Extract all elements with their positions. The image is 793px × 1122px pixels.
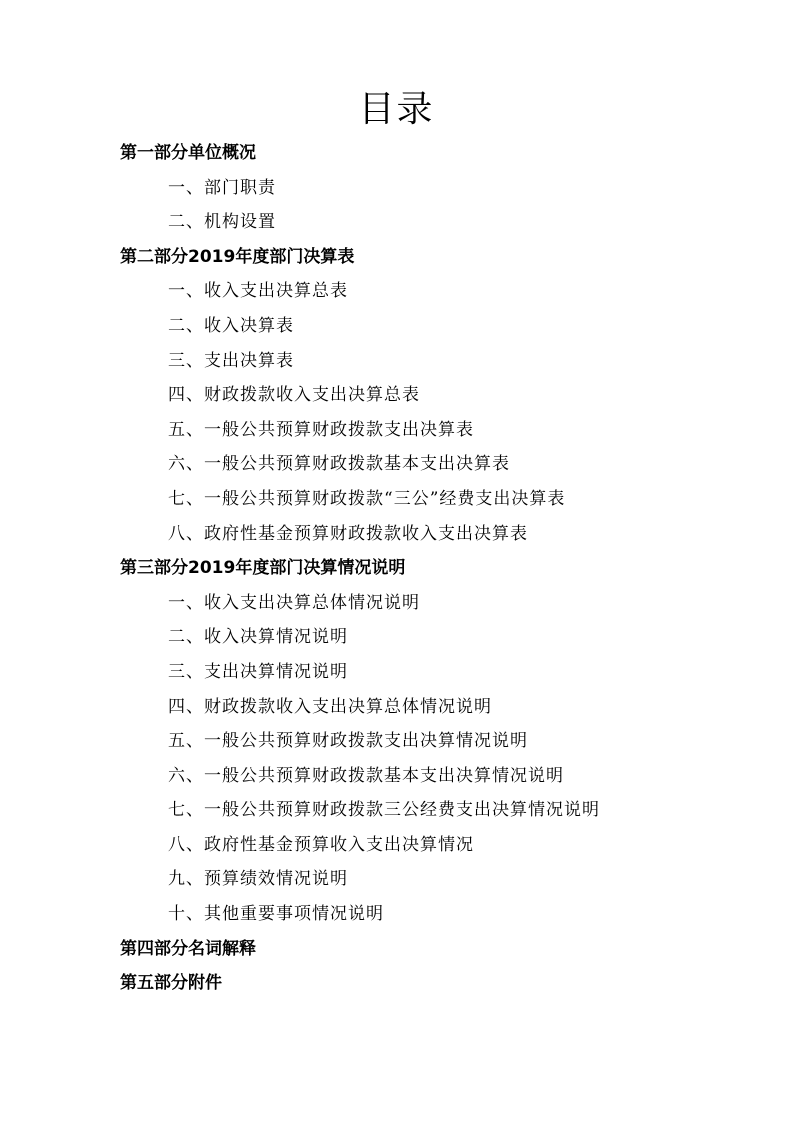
toc-item: 四、财政拨款收入支出决算总表 [168,385,420,406]
toc-item: 一、部门职责 [168,177,276,198]
toc-item: 四、财政拨款收入支出决算总体情况说明 [168,696,492,717]
toc-item: 三、支出决算表 [168,350,294,371]
toc-item: 二、机构设置 [168,212,276,233]
toc-item: 二、收入决算表 [168,315,294,336]
toc-item: 三、支出决算情况说明 [168,661,348,682]
toc-item: 六、一般公共预算财政拨款基本支出决算情况说明 [168,765,564,786]
toc-item: 一、收入支出决算总表 [168,281,348,302]
table-of-contents [120,136,760,1001]
toc-section-heading: 第四部分名词解释 [120,938,256,959]
page-title: 目录 [358,89,435,130]
toc-item: 一、收入支出决算总体情况说明 [168,592,420,613]
toc-item: 五、一般公共预算财政拨款支出决算情况说明 [168,731,528,752]
toc-item: 十、其他重要事项情况说明 [168,904,384,925]
toc-section-heading: 第二部分2019年度部门决算表 [120,246,355,267]
toc-item: 七、一般公共预算财政拨款三公经费支出决算情况说明 [168,800,600,821]
toc-item: 九、预算绩效情况说明 [168,869,348,890]
toc-item: 六、一般公共预算财政拨款基本支出决算表 [168,454,510,475]
toc-item: 五、一般公共预算财政拨款支出决算表 [168,419,474,440]
toc-item: 七、一般公共预算财政拨款“三公”经费支出决算表 [168,488,566,509]
toc-section-heading: 第一部分单位概况 [120,143,256,163]
toc-section-heading: 第三部分2019年度部门决算情况说明 [120,558,406,579]
toc-item: 八、政府性基金预算财政拨款收入支出决算表 [168,523,528,544]
toc-item: 二、收入决算情况说明 [168,627,348,648]
toc-item: 八、政府性基金预算收入支出决算情况 [168,834,474,855]
toc-section-heading: 第五部分附件 [120,973,222,994]
